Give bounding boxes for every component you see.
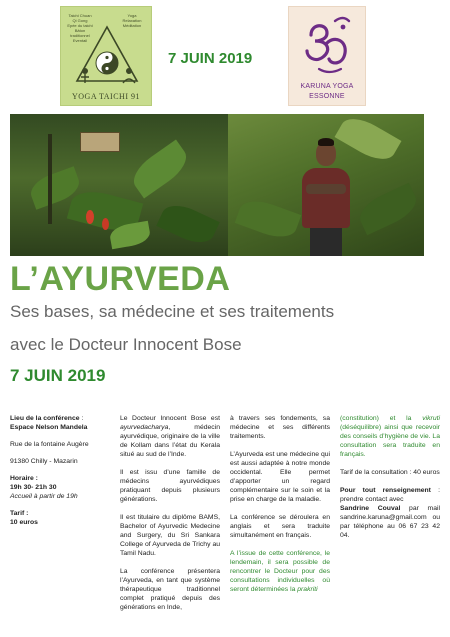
hours-value: 19h 30- 21h 30 xyxy=(10,484,57,491)
doctor-photo xyxy=(228,114,424,256)
contact-info: Pour tout renseignement : prendre contact avec Sandrine Couval par mail sandrine.karuna@gmail.com ou par téléphone au 06 67 23 42 04. xyxy=(340,487,440,539)
col1-paragraph-4: La conférence présentera l’Ayurveda, en tant que système thérapeutique traditionnel complet pratiqué depuis des générations en Inde, xyxy=(120,568,220,611)
logo-disciplines-right: Yoga Relaxation Méditation xyxy=(122,13,142,28)
contact-name: Sandrine Couval xyxy=(340,505,401,512)
yin-yang-triangle-icon xyxy=(73,19,141,91)
logo-brand-text: YOGA TAICHI 91 xyxy=(72,92,140,101)
venue-label: Lieu de la conférence xyxy=(10,415,80,422)
venue-name: Espace Nelson Mandela xyxy=(10,424,88,431)
text-column-1 xyxy=(120,414,220,621)
venue-colon: : xyxy=(79,415,84,422)
jungle-photo-banner xyxy=(10,114,424,256)
event-date: 7 JUIN 2019 xyxy=(10,366,106,385)
col2-paragraph-4: A l’issue de cette conférence, le lendemain, il sera possible de rencontrer le Docteur pour des consultations individuelles où seront déterminées la prakriti xyxy=(230,550,330,593)
header-date: 7 JUIN 2019 xyxy=(168,50,253,67)
hours-label: Horaire : xyxy=(10,475,38,482)
yoga-taichi-logo xyxy=(60,6,152,106)
price-value: 10 euros xyxy=(10,519,38,526)
col1-paragraph-2: Il est issu d’une famille de médecins ayurvédiques pratiquant depuis plusieurs générations. xyxy=(120,469,220,503)
venue-street: Rue de la fontaine Augère xyxy=(10,441,89,448)
col1-paragraph-3: Il est titulaire du diplôme BAMS, Bachelor of Ayurvedic Medecine and Surgery, du Sri Sankara College of Ayurveda de Trichy au Tamil Nadu. xyxy=(120,514,220,557)
doctor-line: avec le Docteur Innocent Bose xyxy=(10,335,242,354)
col2-paragraph-2: L’Ayurveda est une médecine qui est aussi adaptée à notre monde occidental. Elle permet d’apporter un regard complémentaire sur le soin et la prise en charge de la maladie. xyxy=(230,451,331,503)
main-title: L’AYURVEDA xyxy=(10,260,231,298)
event-info xyxy=(10,414,110,535)
price-label: Tarif : xyxy=(10,510,29,517)
logo-disciplines-left: Taichi Chuan Qi Gong Epée du taichi Bâton traditionnel Eventail xyxy=(67,13,93,43)
karuna-line-1: KARUNA YOGA xyxy=(300,83,354,90)
consultation-price: Tarif de la consultation : 40 euros xyxy=(340,469,440,476)
col1-paragraph-1: Le Docteur Innocent Bose est ayurvedacharya, médecin ayurvédique, originaire de la ville de Kollam dans l’état du Kerala situé au sud de l’Inde. xyxy=(120,415,220,458)
col2-paragraph-1: à travers ses fondements, sa médecine et ses différents traitements. xyxy=(230,415,330,440)
venue-city: 91380 Chilly - Mazarin xyxy=(10,458,78,465)
subtitle: Ses bases, sa médecine et ses traitements xyxy=(10,302,335,321)
col2-paragraph-3: La conférence se déroulera en anglais et sera traduite simultanément en français. xyxy=(230,514,330,539)
karuna-yoga-logo xyxy=(288,6,366,106)
col3-paragraph-1: (constitution) et la vikruti (déséquilibre) ainsi que recevoir des conseils d’hygiène de vie. La consultation sera traduite en français. xyxy=(340,415,440,458)
text-column-2 xyxy=(230,414,330,603)
reception-time: Accueil à partir de 19h xyxy=(10,493,78,500)
text-column-3 xyxy=(340,414,440,549)
om-icon xyxy=(301,13,355,79)
karuna-line-2: ESSONNE xyxy=(309,93,345,100)
